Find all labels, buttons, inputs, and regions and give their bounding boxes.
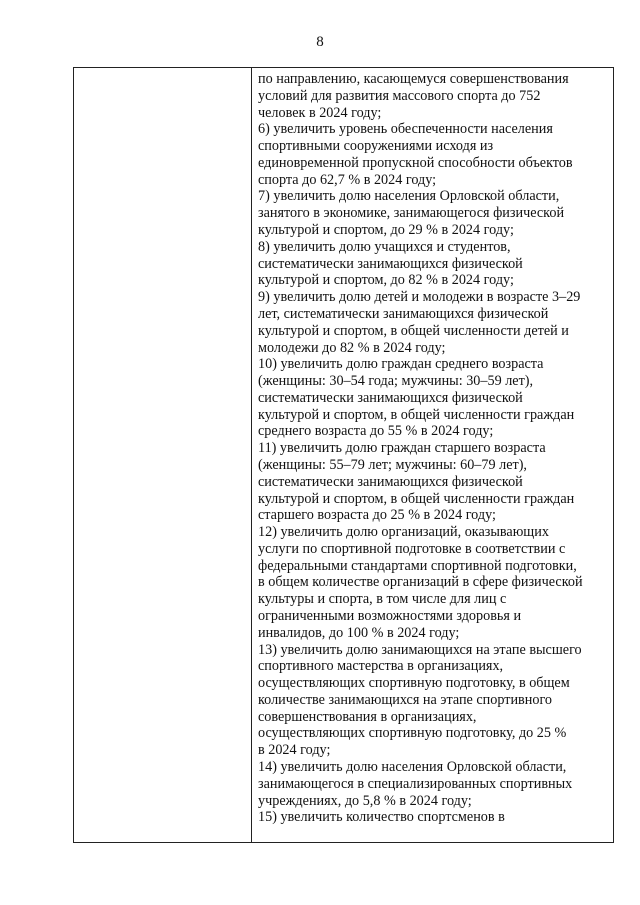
text-line: культурой и спортом, в общей численности детей и — [258, 322, 569, 339]
text-line: 15) увеличить количество спортсменов в — [258, 809, 505, 826]
text-line: по направлению, касающемуся совершенствования — [258, 71, 569, 87]
text-line: инвалидов, до 100 % в 2024 году; — [258, 624, 460, 641]
text-line: 8) увеличить долю учащихся и студентов, — [258, 238, 511, 255]
text-line: культуры и спорта, в том числе для лиц с — [258, 591, 507, 608]
text-line: молодежи до 82 % в 2024 году; — [258, 339, 446, 356]
text-line: единовременной пропускной способности объектов — [258, 154, 573, 171]
text-line: 9) увеличить долю детей и молодежи в возрасте 3–29 — [258, 289, 581, 306]
text-line: (женщины: 55–79 лет; мужчины: 60–79 лет), — [258, 456, 527, 473]
text-line: 14) увеличить долю населения Орловской области, — [258, 759, 567, 776]
text-line: 10) увеличить долю граждан среднего возраста — [258, 356, 544, 373]
text-line: количестве занимающихся на этапе спортивного — [258, 691, 553, 708]
text-line: 7) увеличить долю населения Орловской области, — [258, 188, 560, 205]
text-line: старшего возраста до 25 % в 2024 году; — [258, 507, 496, 524]
text-line: лет, систематически занимающихся физической — [258, 305, 549, 322]
text-line: 13) увеличить долю занимающихся на этапе высшего — [258, 641, 582, 658]
text-line: (женщины: 30–54 года; мужчины: 30–59 лет), — [258, 373, 534, 390]
text-line: в 2024 году; — [258, 742, 331, 759]
text-line: осуществляющих спортивную подготовку, в общем — [258, 675, 570, 692]
table-left-cell — [74, 68, 252, 842]
text-line: систематически занимающихся физической — [258, 255, 523, 272]
text-line: систематически занимающихся физической — [258, 389, 523, 406]
text-line: условий для развития массового спорта до 752 — [258, 87, 541, 104]
table-right-cell — [252, 68, 613, 842]
text-line: федеральными стандартами спортивной подготовки, — [258, 557, 577, 574]
document-table — [73, 67, 614, 843]
text-line: осуществляющих спортивную подготовку, до 25 % — [258, 725, 567, 742]
text-line: 12) увеличить долю организаций, оказывающих — [258, 524, 549, 541]
text-line: спортивными сооружениями исходя из — [258, 138, 494, 155]
text-line: культурой и спортом, в общей численности граждан — [258, 406, 575, 423]
text-line: культурой и спортом, в общей численности граждан — [258, 490, 575, 507]
text-line: занимающегося в специализированных спортивных — [258, 775, 573, 792]
text-line: 11) увеличить долю граждан старшего возраста — [258, 440, 546, 457]
text-line: культурой и спортом, до 82 % в 2024 году; — [258, 272, 514, 289]
text-line: в общем количестве организаций в сфере физической — [258, 574, 583, 591]
text-line: 6) увеличить уровень обеспеченности населения — [258, 121, 553, 138]
text-line: систематически занимающихся физической — [258, 473, 523, 490]
text-line: ограниченными возможностями здоровья и — [258, 608, 522, 624]
text-line: занятого в экономике, занимающегося физической — [258, 205, 565, 222]
text-line: среднего возраста до 55 % в 2024 году; — [258, 423, 494, 440]
text-line: совершенствования в организациях, — [258, 708, 477, 725]
text-line: спорта до 62,7 % в 2024 году; — [258, 171, 437, 188]
page-number: 8 — [316, 34, 324, 50]
text-line: культурой и спортом, до 29 % в 2024 году; — [258, 222, 514, 239]
text-line: человек в 2024 году; — [258, 104, 382, 121]
text-line: учреждениях, до 5,8 % в 2024 году; — [258, 792, 472, 809]
text-line: услуги по спортивной подготовке в соответствии с — [258, 540, 566, 557]
text-line: спортивного мастерства в организациях, — [258, 658, 504, 675]
